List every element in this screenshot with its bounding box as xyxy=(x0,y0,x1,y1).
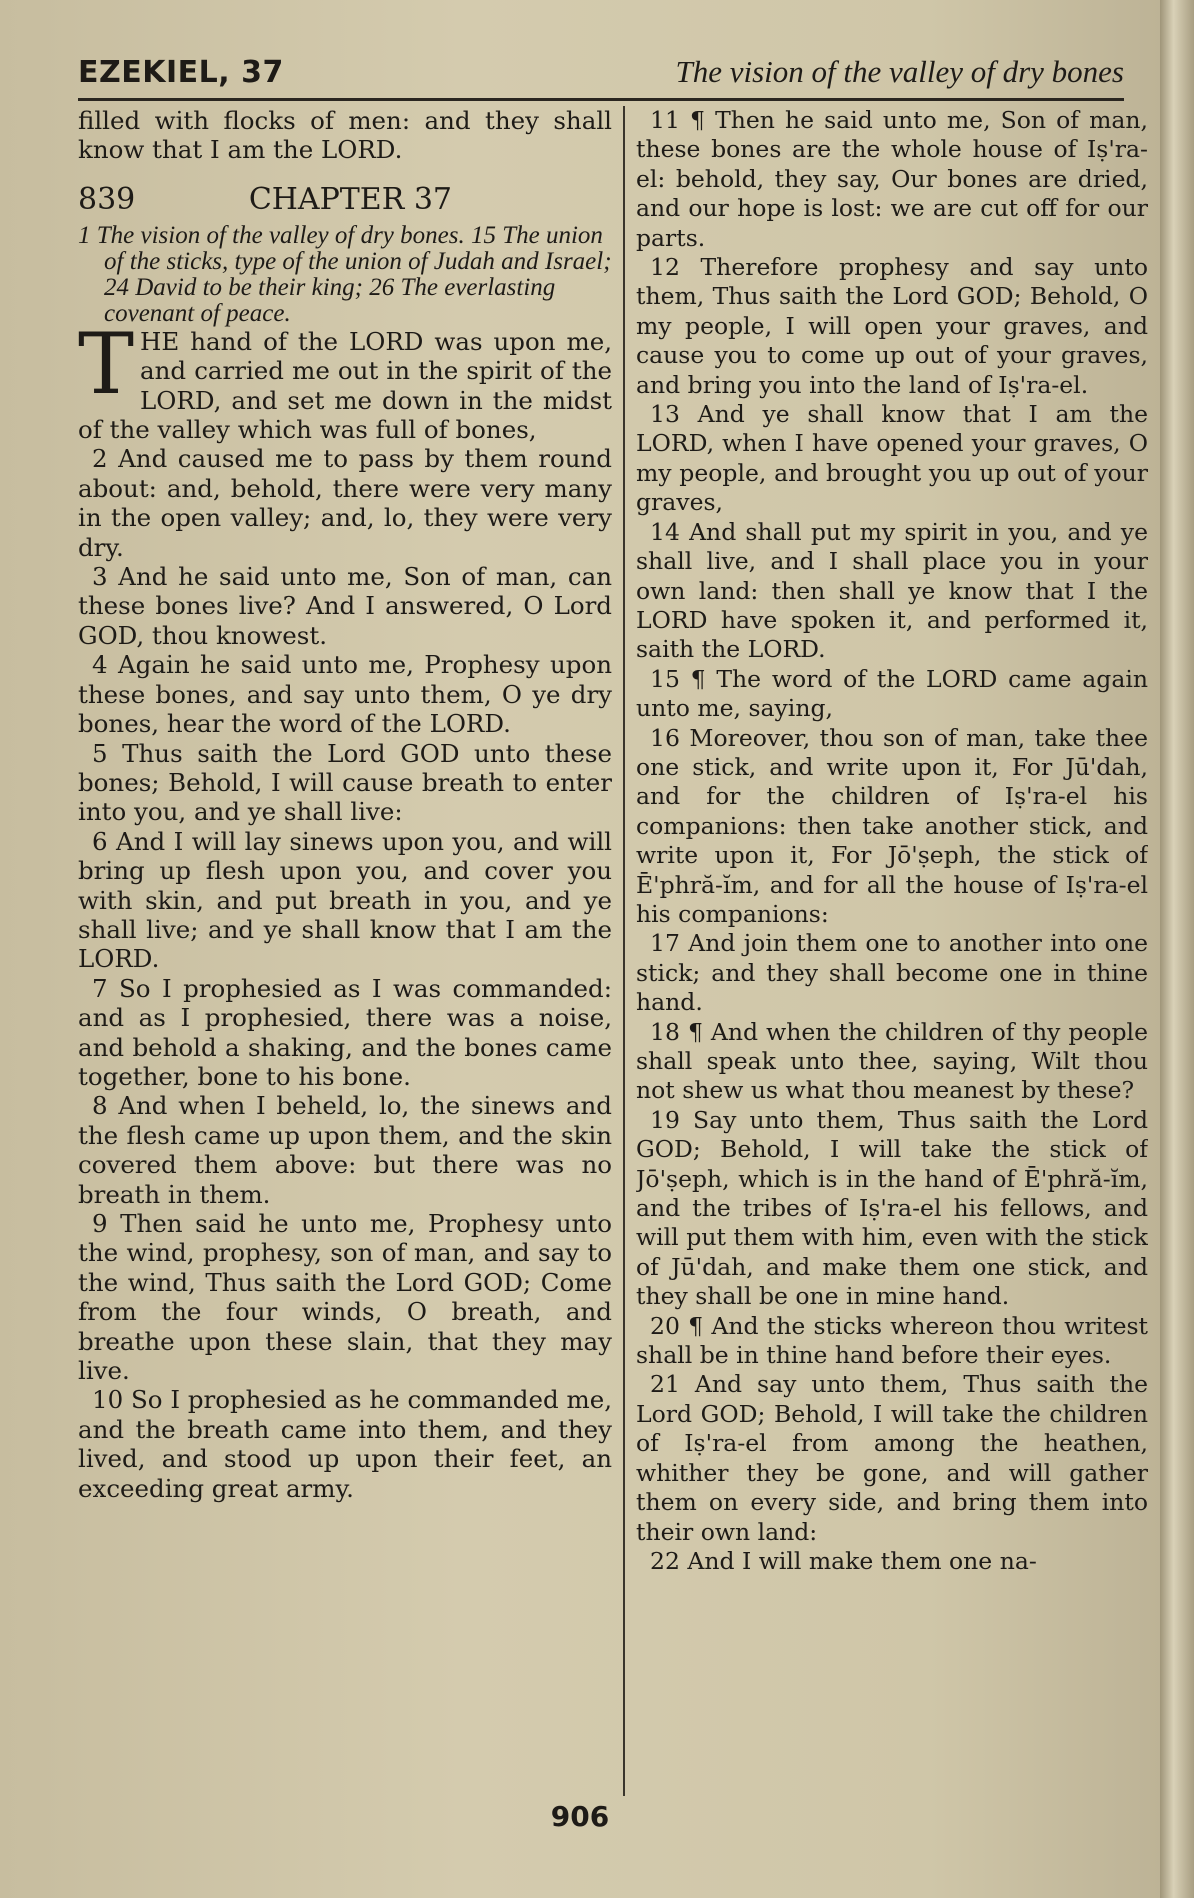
verse-11: 11 ¶ Then he said unto me, Son of man, these bones are the whole house of Iṣ'ra-el: behold, they say, Our bones are dried, and our hope is lost: we are cut off for our parts. xyxy=(636,106,1148,252)
verse-7: 7 So I prophesied as I was commanded: and as I prophesied, there was a noise, and behold a shaking, and the bones came together, bone to his bone. xyxy=(78,973,612,1091)
chapter-number: 839 xyxy=(78,181,136,217)
left-column xyxy=(78,106,612,1798)
verse-14: 14 And shall put my spirit in you, and ye shall live, and I shall place you in your own land: then shall ye know that I the LORD have spoken it, and performed it, saith the LORD. xyxy=(636,517,1148,664)
header-topic: The vision of the valley of dry bones xyxy=(675,54,1124,89)
column-divider xyxy=(623,106,625,1796)
chapter-title: CHAPTER 37 xyxy=(248,181,452,217)
verse-20: 20 ¶ And the sticks whereon thou writest shall be in thine hand before their eyes. xyxy=(636,1311,1148,1370)
verse-2: 2 And caused me to pass by them round about: and, behold, there were very many in the open valley; and, lo, they were very dry. xyxy=(78,444,612,562)
verse-19: 19 Say unto them, Thus saith the Lord GOD; Behold, I will take the stick of Jō'ṣeph, which is in the hand of Ē'phră-ĭm, and the tribes of Iṣ'ra-el his fellows, and will put them with him, even with the stick of Jū'dah, and make them one stick, and they shall be one in mine hand. xyxy=(636,1105,1148,1311)
verse-10: 10 So I prophesied as he commanded me, and the breath came into them, and they lived, and stood up upon their feet, an exceeding great army. xyxy=(78,1385,612,1503)
verse-16: 16 Moreover, thou son of man, take thee one stick, and write upon it, For Jū'dah, and for the children of Iṣ'ra-el his companions: then take another stick, and write upon it, For Jō'ṣeph, the stick of Ē'phră-ĭm, and for all the house of Iṣ'ra-el his companions: xyxy=(636,723,1148,928)
verse-8: 8 And when I beheld, lo, the sinews and the flesh came up upon them, and the skin covered them above: but there was no breath in them. xyxy=(78,1091,612,1209)
page-number: 906 xyxy=(550,1800,610,1833)
verse-4: 4 Again he said unto me, Prophesy upon these bones, and say unto them, O ye dry bones, hear the word of the LORD. xyxy=(78,650,612,739)
verse-18: 18 ¶ And when the children of thy people shall speak unto thee, saying, Wilt thou not shew us what thou meanest by these? xyxy=(636,1017,1148,1105)
verse-13: 13 And ye shall know that I am the LORD, when I have opened your graves, O my people, and brought you up out of your graves, xyxy=(636,400,1148,517)
verse-15: 15 ¶ The word of the LORD came again unto me, saying, xyxy=(636,664,1148,723)
running-header xyxy=(78,48,1124,101)
verse-6: 6 And I will lay sinews upon you, and will bring up flesh upon you, and cover you with skin, and put breath in you, and ye shall live; and ye shall know that I am the LORD. xyxy=(78,826,612,974)
verse-21: 21 And say unto them, Thus saith the Lord GOD; Behold, I will take the children of Iṣ'ra-el from among the heathen, whither they be gone, and will gather them on every side, and bring them into their own land: xyxy=(636,1370,1148,1546)
verse-17: 17 And join them one to another into one stick; and they shall become one in thine hand. xyxy=(636,929,1148,1017)
chapter-summary: 1 The vision of the valley of dry bones. 15 The union of the sticks, type of the union of Judah and Israel; 24 David to be their king; 26 The everlasting covenant of peace. xyxy=(78,221,612,327)
verse-22: 22 And I will make them one na- xyxy=(650,1546,1037,1575)
verse-1: THE hand of the LORD was upon me, and carried me out in the spirit of the LORD, and set me down in the midst of the valley which was full of bones, xyxy=(78,314,612,445)
verse-3: 3 And he said unto me, Son of man, can these bones live? And I answered, O Lord GOD, thou knowest. xyxy=(78,562,612,650)
verse-5: 5 Thus saith the Lord GOD unto these bones; Behold, I will cause breath to enter into you, and ye shall live: xyxy=(78,738,612,827)
header-book-chapter: EZEKIEL, 37 xyxy=(78,55,284,90)
page-edge xyxy=(1160,0,1194,1898)
right-column xyxy=(636,106,1148,1798)
verse-12: 12 Therefore prophesy and say unto them, Thus saith the Lord GOD; Behold, O my people, I will open your graves, and cause you to come up out of your graves, and bring you into the land of Iṣ'ra-el. xyxy=(636,253,1148,399)
chapter-heading xyxy=(78,183,612,217)
carryover-text: filled with flocks of men: and they shall know that I am the LORD. xyxy=(78,106,612,165)
verse-9: 9 Then said he unto me, Prophesy unto the wind, prophesy, son of man, and say to the wind, Thus saith the Lord GOD; Come from the four winds, O breath, and breathe upon these slain, that they may live. xyxy=(78,1209,612,1386)
